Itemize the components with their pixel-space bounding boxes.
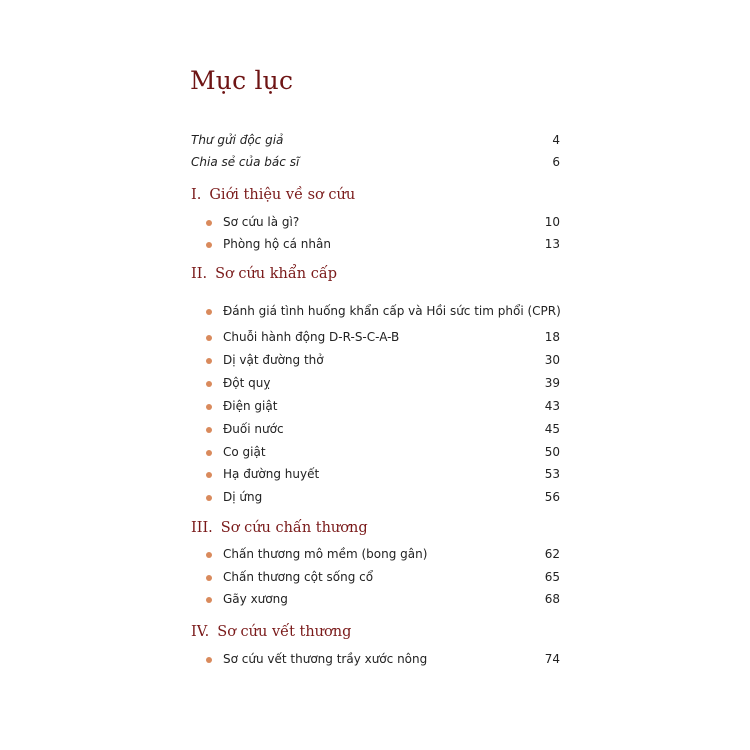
page-number: 30 bbox=[544, 353, 560, 367]
toc-item-label: Gãy xương bbox=[223, 592, 288, 606]
section-title: Sơ cứu chấn thương bbox=[220, 520, 368, 536]
front-matter-row bbox=[0, 155, 750, 175]
bullet-icon bbox=[206, 495, 212, 501]
section-title: Sơ cứu khẩn cấp bbox=[215, 266, 338, 282]
toc-item bbox=[0, 399, 750, 419]
page-number: 4 bbox=[552, 133, 560, 147]
toc-item bbox=[0, 304, 750, 324]
bullet-icon bbox=[206, 358, 212, 364]
front-matter-label: Chia sẻ của bác sĩ bbox=[191, 155, 300, 169]
page-number: 65 bbox=[544, 570, 560, 584]
page-number: 13 bbox=[544, 237, 560, 251]
bullet-icon bbox=[206, 381, 212, 387]
toc-item-label: Phòng hộ cá nhân bbox=[223, 237, 331, 251]
bullet-icon bbox=[206, 220, 212, 226]
page-number: 18 bbox=[544, 330, 560, 344]
front-matter-row bbox=[0, 133, 750, 153]
page-number: 39 bbox=[544, 376, 560, 390]
page-number: 53 bbox=[544, 467, 560, 481]
toc-item-label: Đột quỵ bbox=[223, 376, 271, 390]
section-heading-text bbox=[191, 187, 355, 203]
toc-item-label: Dị ứng bbox=[223, 490, 263, 504]
toc-item-label: Sơ cứu là gì? bbox=[223, 215, 300, 229]
section-numeral: II. bbox=[191, 266, 208, 282]
bullet-icon bbox=[206, 335, 212, 341]
bullet-icon bbox=[206, 450, 212, 456]
page-number: 43 bbox=[544, 399, 560, 413]
section-heading bbox=[0, 266, 750, 286]
page-number: 45 bbox=[544, 422, 560, 436]
toc-item bbox=[0, 490, 750, 510]
page-title: Mục lục bbox=[190, 66, 294, 95]
toc-item bbox=[0, 547, 750, 567]
toc-item-label: Chấn thương mô mềm (bong gân) bbox=[223, 547, 428, 561]
section-title: Sơ cứu vết thương bbox=[217, 624, 352, 640]
toc-item-label: Chấn thương cột sống cổ bbox=[223, 570, 374, 584]
toc-item-label: Chuỗi hành động D-R-S-C-A-B bbox=[223, 330, 400, 344]
section-numeral: IV. bbox=[191, 624, 210, 640]
page-number: 68 bbox=[544, 592, 560, 606]
section-heading bbox=[0, 520, 750, 540]
toc-item-label: Dị vật đường thở bbox=[223, 353, 324, 367]
bullet-icon bbox=[206, 575, 212, 581]
toc-item bbox=[0, 467, 750, 487]
toc-item-label: Điện giật bbox=[223, 399, 278, 413]
toc-item bbox=[0, 445, 750, 465]
bullet-icon bbox=[206, 657, 212, 663]
toc-item bbox=[0, 376, 750, 396]
toc-item bbox=[0, 353, 750, 373]
toc-item-label: Sơ cứu vết thương trầy xước nông bbox=[223, 652, 428, 666]
toc-item-label: Đánh giá tình huống khẩn cấp và Hồi sức tim phổi (CPR) bbox=[223, 304, 561, 318]
toc-item-label: Đuối nước bbox=[223, 422, 284, 436]
toc-item bbox=[0, 592, 750, 612]
toc-item-label: Hạ đường huyết bbox=[223, 467, 320, 481]
page-number: 62 bbox=[544, 547, 560, 561]
page-number: 10 bbox=[544, 215, 560, 229]
bullet-icon bbox=[206, 552, 212, 558]
bullet-icon bbox=[206, 309, 212, 315]
section-numeral: I. bbox=[191, 187, 202, 203]
section-heading bbox=[0, 624, 750, 644]
toc-item bbox=[0, 652, 750, 672]
toc-item-label: Co giật bbox=[223, 445, 266, 459]
toc-item bbox=[0, 237, 750, 257]
toc-item bbox=[0, 215, 750, 235]
page-number: 74 bbox=[544, 652, 560, 666]
page-number: 56 bbox=[544, 490, 560, 504]
bullet-icon bbox=[206, 427, 212, 433]
toc-item bbox=[0, 422, 750, 442]
bullet-icon bbox=[206, 242, 212, 248]
toc-item bbox=[0, 570, 750, 590]
page-number: 50 bbox=[544, 445, 560, 459]
section-title: Giới thiệu về sơ cứu bbox=[209, 187, 356, 203]
section-heading bbox=[0, 187, 750, 207]
section-heading-text bbox=[191, 266, 337, 282]
front-matter-label: Thư gửi độc giả bbox=[191, 133, 284, 147]
bullet-icon bbox=[206, 597, 212, 603]
toc-item bbox=[0, 330, 750, 350]
bullet-icon bbox=[206, 404, 212, 410]
bullet-icon bbox=[206, 472, 212, 478]
section-heading-text bbox=[191, 520, 368, 536]
section-numeral: III. bbox=[191, 520, 213, 536]
page-number: 6 bbox=[552, 155, 560, 169]
section-heading-text bbox=[191, 624, 351, 640]
